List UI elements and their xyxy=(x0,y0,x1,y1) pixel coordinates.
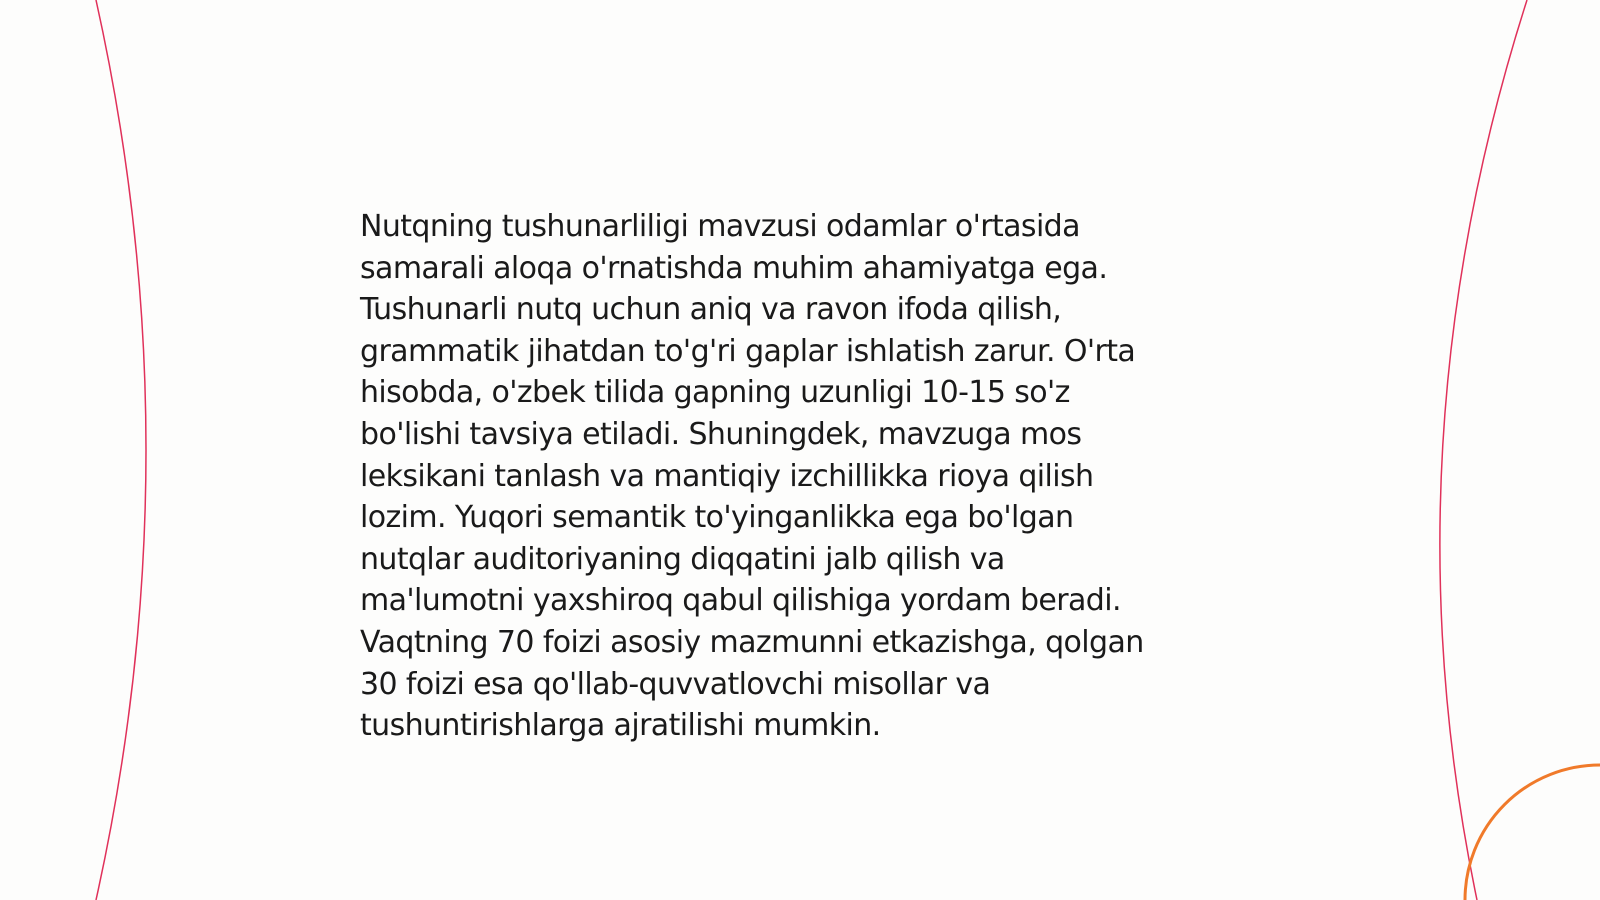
paragraph-line: leksikani tanlash va mantiqiy izchillikka rioya qilish xyxy=(360,458,1094,494)
paragraph-line: nutqlar auditoriyaning diqqatini jalb qilish va xyxy=(360,541,1005,577)
paragraph-line: tushuntirishlarga ajratilishi mumkin. xyxy=(360,708,881,744)
paragraph-line: hisobda, o'zbek tilida gapning uzunligi 10-15 so'z xyxy=(360,375,1070,411)
paragraph-line: bo'lishi tavsiya etiladi. Shuningdek, mavzuga mos xyxy=(360,416,1082,452)
paragraph-line: samarali aloqa o'rnatishda muhim ahamiyatga ega. xyxy=(360,250,1108,286)
paragraph-line: 30 foizi esa qo'llab-quvvatlovchi misollar va xyxy=(360,666,991,702)
paragraph-line: Tushunarli nutq uchun aniq va ravon ifoda qilish, xyxy=(360,292,1062,328)
right-curve-line xyxy=(1440,0,1527,900)
paragraph-line: Nutqning tushunarliligi mavzusi odamlar o'rtasida xyxy=(360,209,1080,244)
body-paragraph xyxy=(360,206,1260,747)
orange-arc xyxy=(1465,765,1600,900)
paragraph-line: ma'lumotni yaxshiroq qabul qilishiga yordam beradi. xyxy=(360,583,1121,619)
paragraph-line: Vaqtning 70 foizi asosiy mazmunni etkazishga, qolgan xyxy=(360,624,1144,660)
left-curve-line xyxy=(96,0,146,900)
paragraph-line: grammatik jihatdan to'g'ri gaplar ishlatish zarur. O'rta xyxy=(360,333,1136,369)
paragraph-line: lozim. Yuqori semantik to'yinganlikka ega bo'lgan xyxy=(360,500,1074,536)
